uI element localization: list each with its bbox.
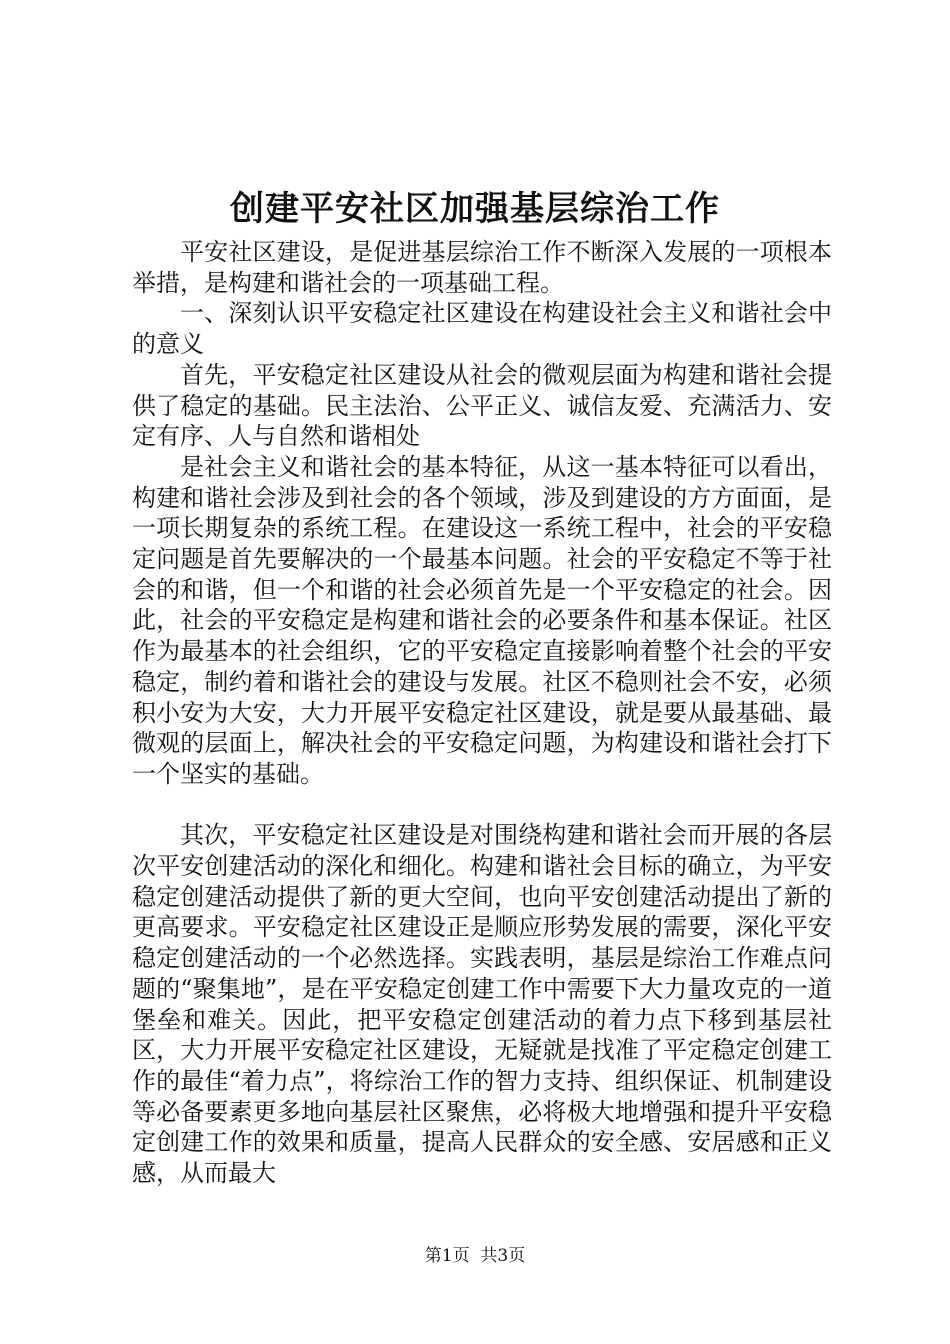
document-title: 创建平安社区加强基层综治工作 <box>230 189 720 229</box>
paragraph-spacer <box>132 790 832 821</box>
page-footer <box>0 1244 950 1268</box>
page-total: 共3页 <box>480 1246 526 1266</box>
paragraph-intro: 平安社区建设，是促进基层综治工作不断深入发展的一项根本举措，是构建和谐社会的一项基础工程。 <box>132 238 832 297</box>
paragraph-characteristics: 是社会主义和谐社会的基本特征，从这一基本特征可以看出，构建和谐社会涉及到社会的各个领域，涉及到建设的方方面面，是一项长期复杂的系统工程。在建设这一系统工程中，社会的平安稳定问题是首先要解决的一个最基本问题。社会的平安稳定不等于社会的和谐，但一个和谐的社会必须首先是一个平安稳定的社会。因此，社会的平安稳定是构建和谐社会的必要条件和基本保证。社区作为最基本的社会组织，它的平安稳定直接影响着整个社会的平安稳定，制约着和谐社会的建设与发展。社区不稳则社会不安，必须积小安为大安，大力开展平安稳定社区建设，就是要从最基础、最微观的层面上，解决社会的平安稳定问题，为构建设和谐社会打下一个坚实的基础。 <box>132 452 832 788</box>
paragraph-second-point: 其次，平安稳定社区建设是对围绕构建和谐社会而开展的各层次平安创建活动的深化和细化。构建和谐社会目标的确立，为平安稳定创建活动提供了新的更大空间，也向平安创建活动提出了新的更高要求。平安稳定社区建设正是顺应形势发展的需要，深化平安稳定创建活动的一个必然选择。实践表明，基层是综治工作难点问题的“聚集地”，是在平安稳定创建工作中需要下大力量攻克的一道堡垒和难关。因此，把平安稳定创建活动的着力点下移到基层社区，大力开展平安稳定社区建设，无疑就是找准了平定稳定创建工作的最佳“着力点”，将综治工作的智力支持、组织保证、机制建设等必备要素更多地向基层社区聚焦，必将极大地增强和提升平安稳定创建工作的效果和质量，提高人民群众的安全感、安居感和正义感，从而最大 <box>132 821 832 1188</box>
paragraph-first-point: 首先，平安稳定社区建设从社会的微观层面为构建和谐社会提供了稳定的基础。民主法治、公平正义、诚信友爱、充满活力、安定有序、人与自然和谐相处 <box>132 360 832 451</box>
page-number: 第1页 <box>424 1246 470 1266</box>
document-body <box>132 237 832 1189</box>
paragraph-section-heading: 一、深刻认识平安稳定社区建设在构建设社会主义和谐社会中的意义 <box>132 299 832 359</box>
